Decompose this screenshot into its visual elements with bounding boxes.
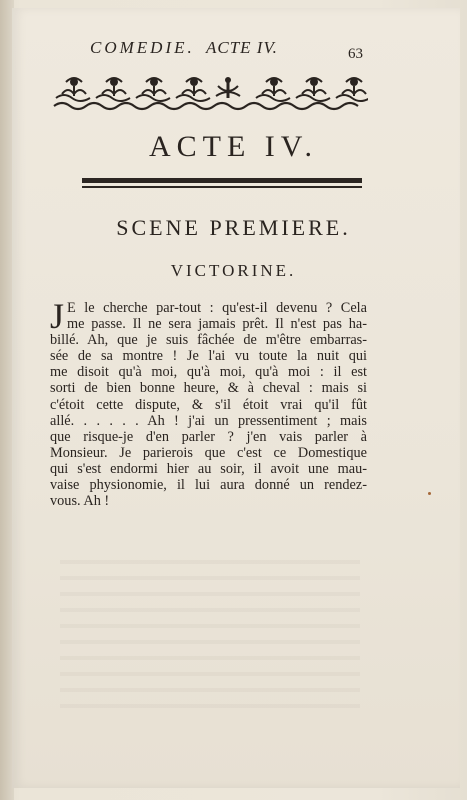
- text-line: que risque-je d'en parler ? j'en vais parler à: [50, 428, 367, 445]
- ornament-band-icon: [52, 74, 368, 114]
- foxing-spot: [428, 492, 431, 495]
- monologue-text: [50, 296, 367, 510]
- header-act: ACTE IV.: [205, 38, 278, 57]
- text-line: billé. Ah, que je suis fâchée de m'être embarras-: [50, 332, 367, 349]
- page-number: 63: [348, 46, 363, 62]
- text-line: me disoit qu'à moi, qu'à moi, qu'à moi : il est: [50, 364, 367, 381]
- heading-rule-thin: [82, 186, 362, 188]
- heading-rule-thick: [82, 178, 362, 183]
- running-header: [90, 38, 390, 60]
- text-line: vous. Ah !: [50, 493, 110, 510]
- text-line: vaise physionomie, il lui aura donné un rendez-: [50, 477, 367, 494]
- text-line: allé. . . . . . Ah ! j'ai un pressentiment ; mais: [50, 412, 367, 429]
- text-line: E le cherche par-tout : qu'est-il devenu ? Cela: [67, 300, 367, 316]
- act-heading: ACTE IV.: [148, 130, 319, 163]
- text-line: Monsieur. Je parierois que c'est ce Domestique: [50, 444, 367, 461]
- reverse-print-showthrough: [60, 560, 360, 710]
- scene-title: SCENE PREMIERE.: [116, 215, 351, 240]
- text-line: sorti de bien bonne heure, & à cheval : mais si: [50, 380, 367, 397]
- text-line: sée de sa montre ! Je l'ai vu toute la nuit qui: [50, 348, 367, 365]
- drop-cap: J: [50, 296, 65, 336]
- speaker-name: VICTORINE.: [170, 261, 297, 280]
- header-title: COMEDIE.: [90, 38, 195, 57]
- text-line: me passe. Il ne sera jamais prêt. Il n'est pas ha-: [67, 316, 367, 333]
- text-line: qui s'est endormi hier au soir, il avoit une mau-: [50, 460, 367, 477]
- text-line: c'étoit cette dispute, & s'il étoit vrai qu'il fût: [50, 396, 367, 413]
